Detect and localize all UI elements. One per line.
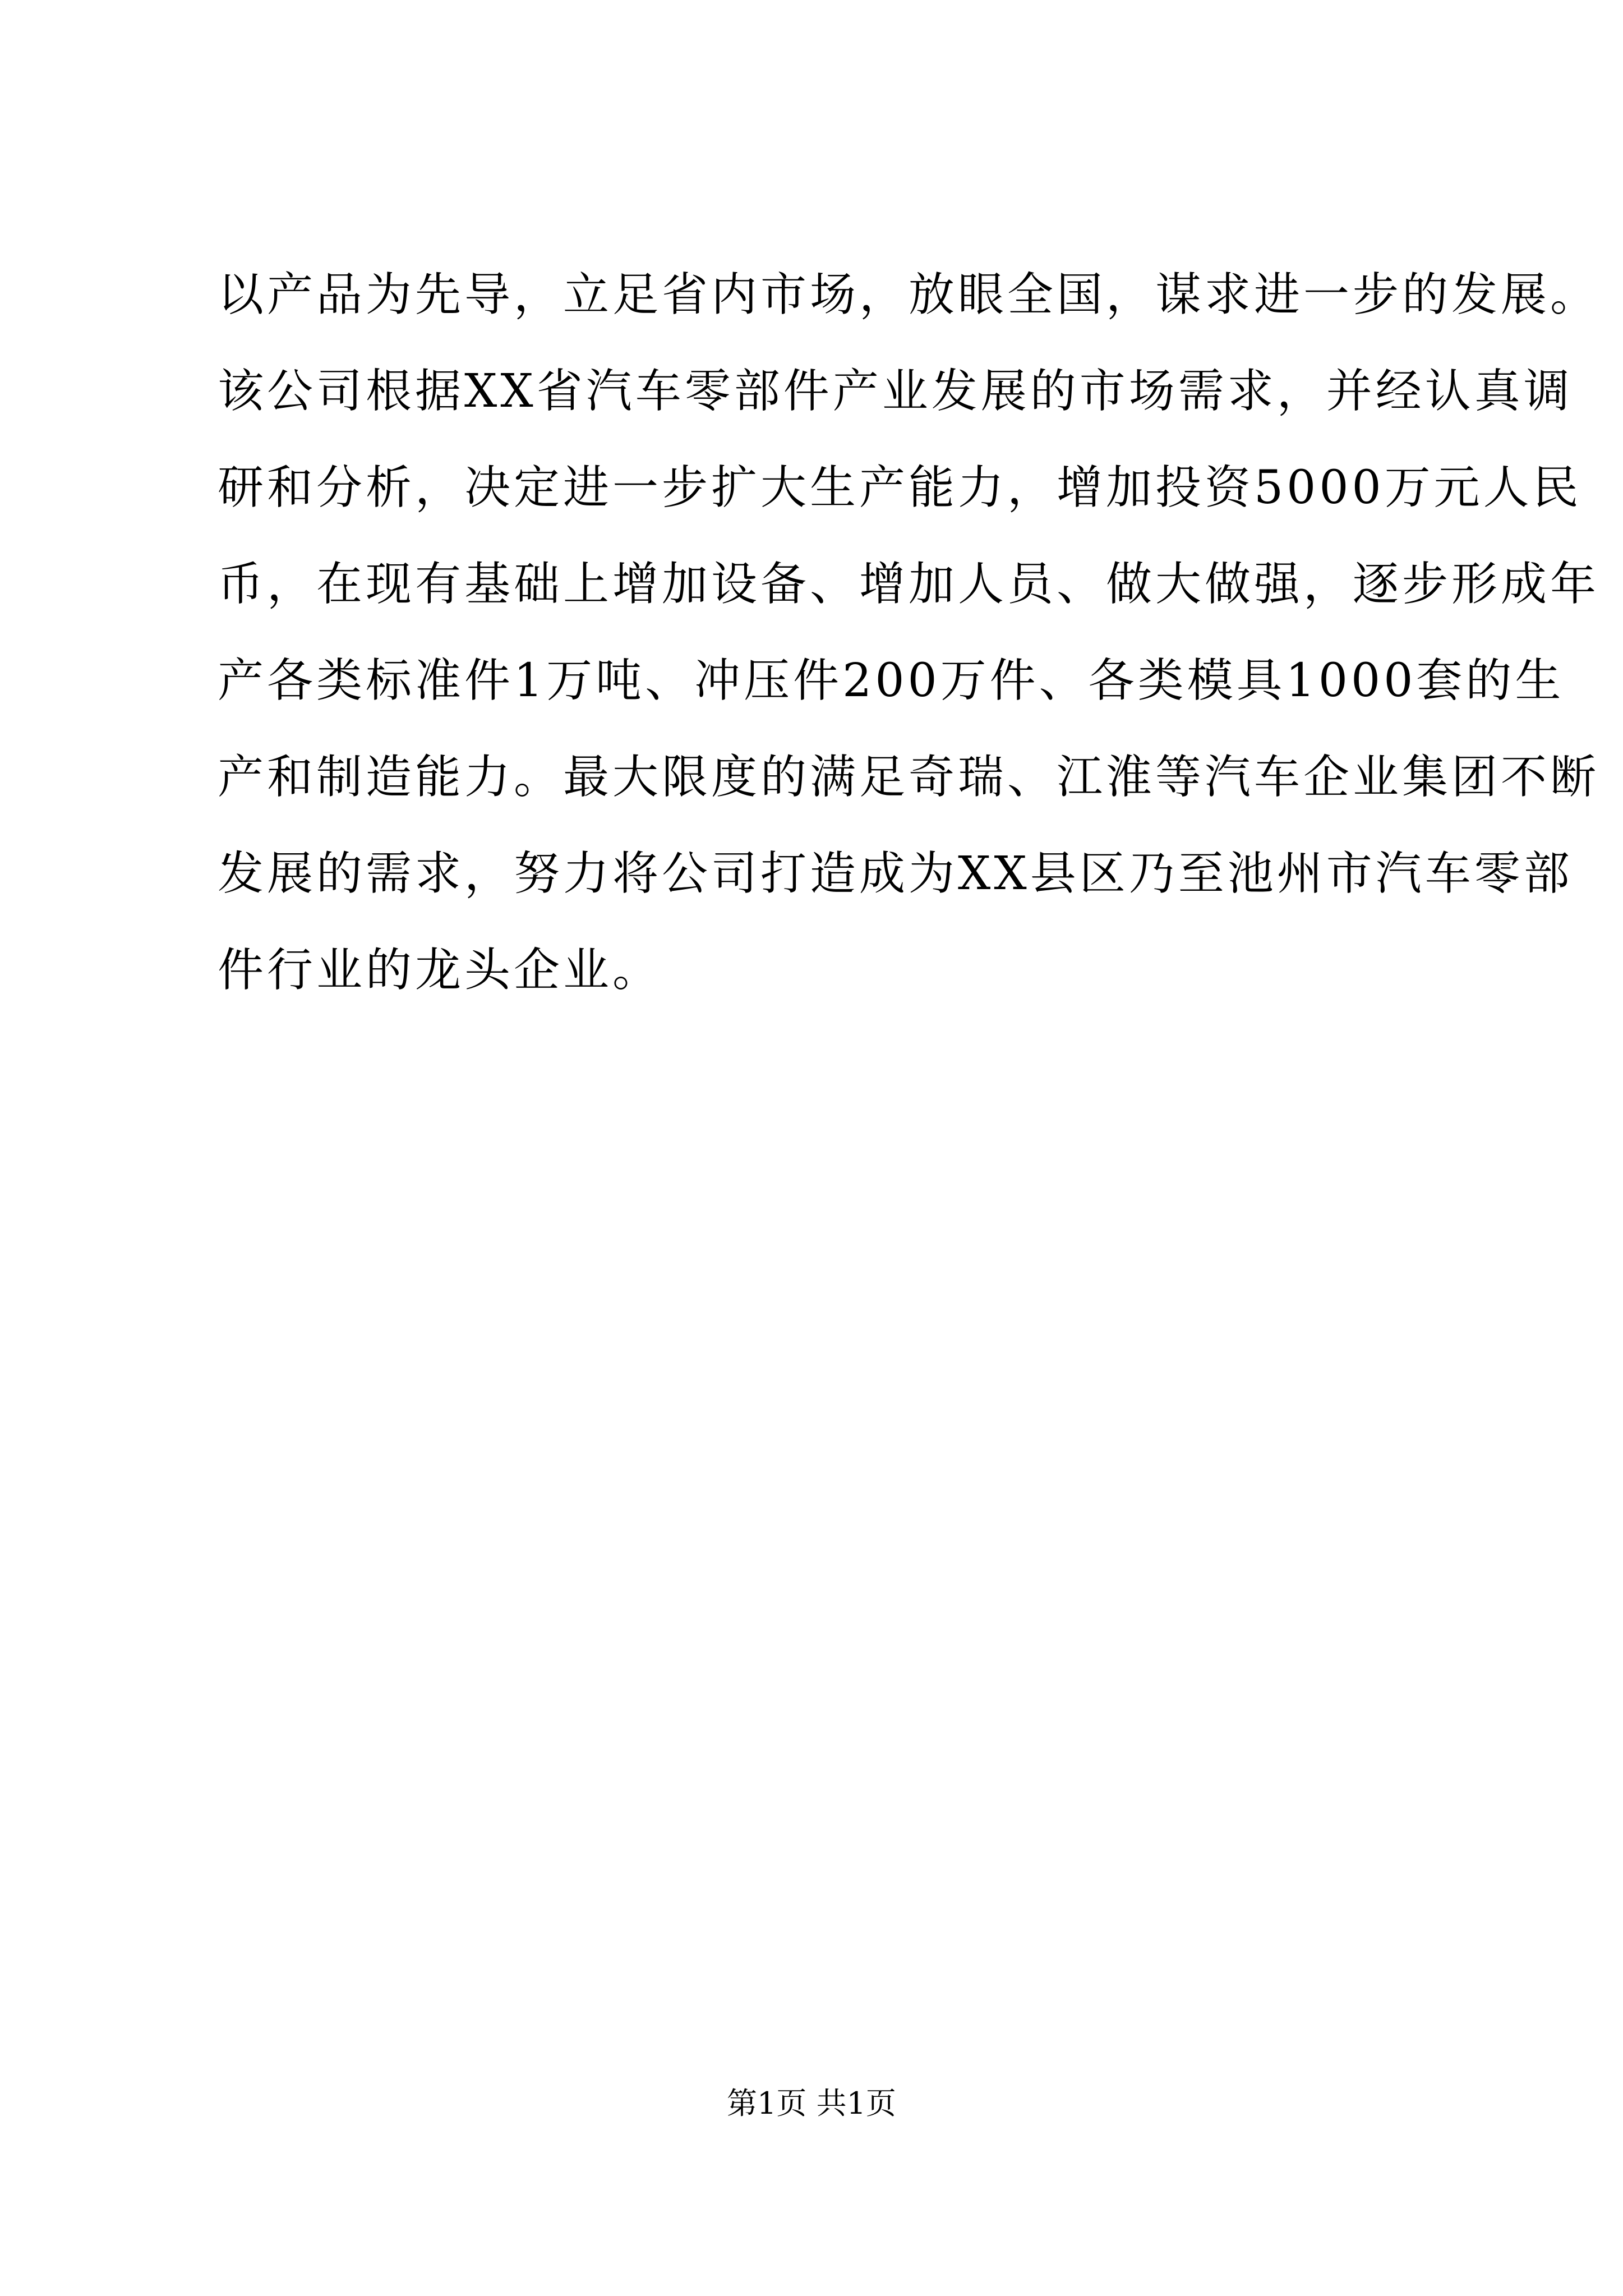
text-line: 币，在现有基础上增加设备、增加人员、做大做强，逐步形成年 xyxy=(218,558,1600,611)
text-line: 产各类标准件1万吨、冲压件200万件、各类模具1000套的生 xyxy=(218,654,1565,707)
text-line: 发展的需求，努力将公司打造成为XX县区乃至池州市汽车零部 xyxy=(218,847,1573,900)
text-line: 该公司根据XX省汽车零部件产业发展的市场需求，并经认真调 xyxy=(218,365,1573,418)
text-line: 研和分析，决定进一步扩大生产能力，增加投资5000万元人民 xyxy=(218,461,1582,514)
page-footer: 第1页 共1页 xyxy=(727,2086,896,2121)
text-line: 以产品为先导，立足省内市场，放眼全国，谋求进一步的发展。 xyxy=(218,268,1600,321)
body-paragraph xyxy=(218,247,1600,1019)
text-line: 产和制造能力。最大限度的满足奇瑞、江淮等汽车企业集团不断 xyxy=(218,751,1600,804)
text-line: 件行业的龙头企业。 xyxy=(218,944,662,997)
